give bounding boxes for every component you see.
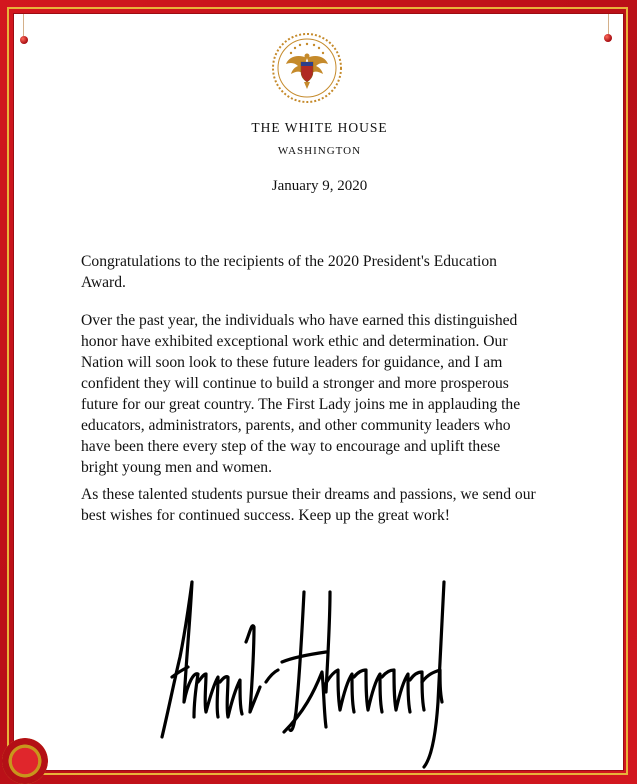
- handwritten-signature: [154, 562, 464, 771]
- letterhead-subtitle: WASHINGTON: [277, 145, 362, 157]
- bead-string-left: [23, 14, 24, 36]
- body-paragraph-1: Congratulations to the recipients of the 2020 President's Education Award.: [81, 253, 497, 291]
- bead-right-ornament: [604, 34, 612, 42]
- corner-medallion-ornament: [2, 738, 48, 784]
- presidential-seal-icon: [271, 32, 343, 104]
- letter-date: January 9, 2020: [271, 178, 368, 194]
- bead-string-right: [608, 14, 609, 34]
- body-paragraph-2: Over the past year, the individuals who have earned this distinguished honor have exhibited exceptional work ethic and determination. Our Nation will soon look to these future leaders for guidance, and I am confident they will continue to build a stronger and more prosperous future for our great country. The First Lady joins me in applauding the educators, administrators, parents, and other community leaders who have been there every step of the way to encourage and uplift these bright young men and women.: [81, 312, 521, 476]
- letterhead-title: THE WHITE HOUSE: [251, 120, 388, 135]
- body-paragraph-3: As these talented students pursue their dreams and passions, we send our best wishes for continued success. Keep up the great work!: [81, 486, 536, 524]
- letter-page: [13, 13, 624, 771]
- bead-left-ornament: [20, 36, 28, 44]
